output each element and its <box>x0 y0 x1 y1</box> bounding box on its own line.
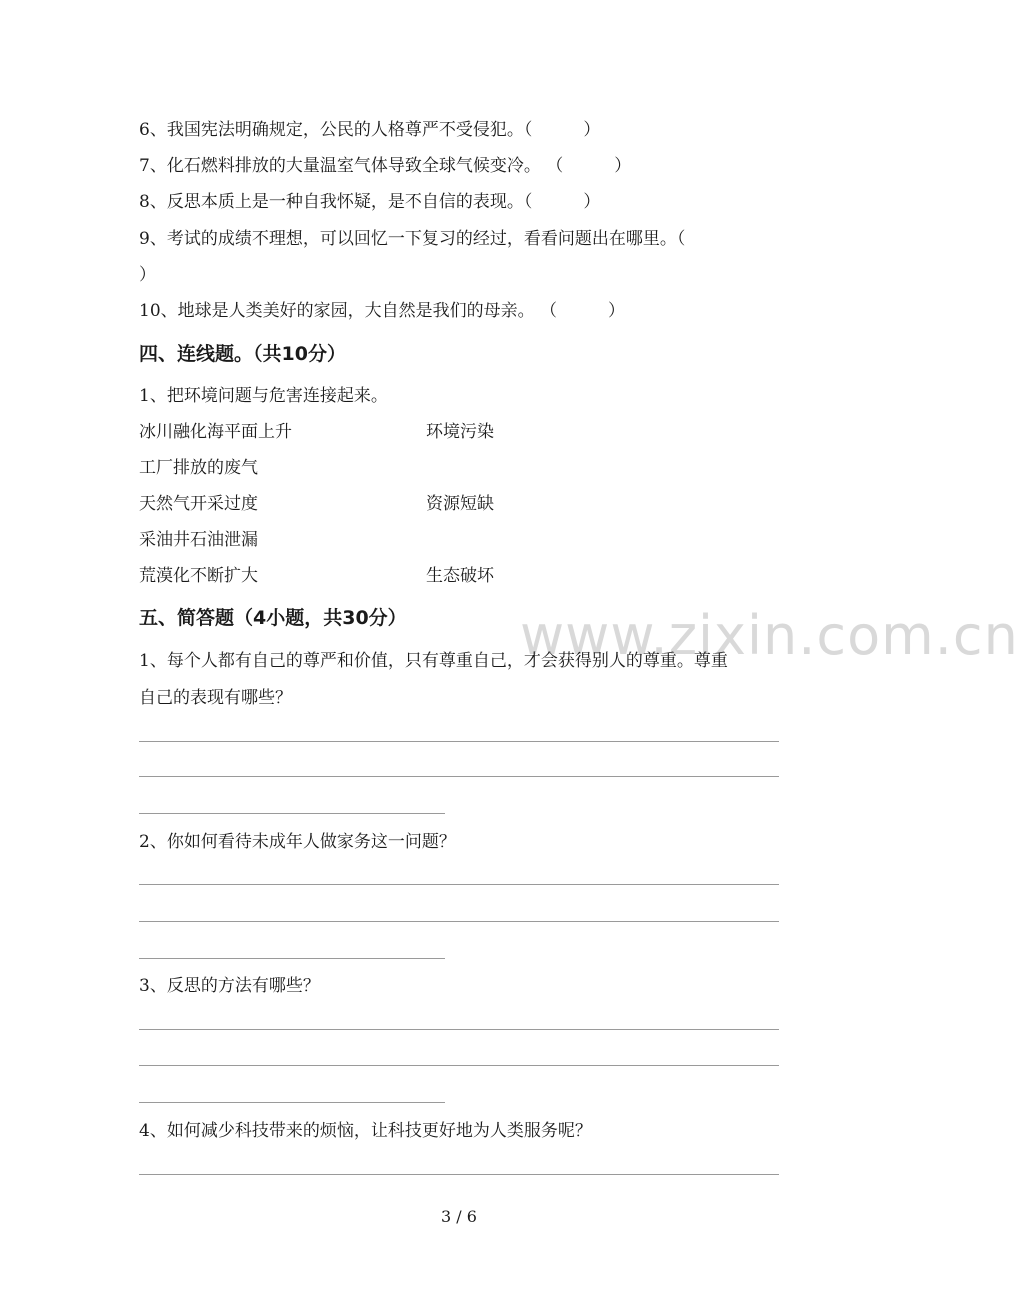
section-5-heading: 五、简答题（4小题，共30分） <box>139 607 407 629</box>
answer-line[interactable] <box>139 1065 779 1066</box>
judge-item-7 <box>139 155 631 177</box>
judge-item-9 <box>139 228 685 250</box>
short-answer-question-2: 2、你如何看待未成年人做家务这一问题？ <box>139 832 456 852</box>
answer-line[interactable] <box>139 813 445 814</box>
matching-left-item: 工厂排放的废气 <box>139 458 258 478</box>
item-number: 8、 <box>139 192 167 212</box>
short-answer-question-1-cont: 自己的表现有哪些？ <box>139 688 292 708</box>
matching-left-item: 冰川融化海平面上升 <box>139 422 292 442</box>
answer-line[interactable] <box>139 1102 445 1103</box>
matching-question: 1、把环境问题与危害连接起来。 <box>139 386 388 406</box>
judge-item-9-continuation: ） <box>139 265 156 285</box>
item-text: 化石燃料排放的大量温室气体导致全球气候变冷。 （ ） <box>166 156 632 176</box>
item-number: 9、 <box>139 229 167 249</box>
item-text: 我国宪法明确规定，公民的人格尊严不受侵犯。（ ） <box>166 120 601 140</box>
judge-item-8 <box>139 191 600 213</box>
section-4-heading: 四、连线题。（共10分） <box>139 343 346 365</box>
short-answer-question-3: 3、反思的方法有哪些？ <box>139 976 320 996</box>
watermark: www.zixin.com.cn <box>520 604 1019 667</box>
item-text: 考试的成绩不理想，可以回忆一下复习的经过，看看问题出在哪里。（ <box>166 229 686 249</box>
page-number: 3 / 6 <box>441 1207 477 1226</box>
matching-left-item: 天然气开采过度 <box>139 494 258 514</box>
item-number: 7、 <box>139 156 167 176</box>
short-answer-question-4: 4、如何减少科技带来的烦恼，让科技更好地为人类服务呢？ <box>139 1121 592 1141</box>
matching-left-item: 荒漠化不断扩大 <box>139 566 258 586</box>
answer-line[interactable] <box>139 1029 779 1030</box>
item-text: 反思本质上是一种自我怀疑，是不自信的表现。（ ） <box>166 192 601 212</box>
matching-right-item: 资源短缺 <box>426 494 494 514</box>
judge-item-10 <box>139 300 625 322</box>
judge-item-6 <box>139 119 600 141</box>
answer-line[interactable] <box>139 1174 779 1175</box>
answer-line[interactable] <box>139 776 779 777</box>
answer-line[interactable] <box>139 921 779 922</box>
matching-right-item: 生态破坏 <box>426 566 494 586</box>
item-number: 10、 <box>139 301 178 321</box>
item-text: 地球是人类美好的家园，大自然是我们的母亲。 （ ） <box>177 301 626 321</box>
matching-left-item: 采油井石油泄漏 <box>139 530 258 550</box>
answer-line[interactable] <box>139 958 445 959</box>
item-number: 6、 <box>139 120 167 140</box>
short-answer-question-1: 1、每个人都有自己的尊严和价值，只有尊重自己，才会获得别人的尊重。尊重 <box>139 651 728 671</box>
answer-line[interactable] <box>139 884 779 885</box>
answer-line[interactable] <box>139 741 779 742</box>
matching-right-item: 环境污染 <box>426 422 494 442</box>
